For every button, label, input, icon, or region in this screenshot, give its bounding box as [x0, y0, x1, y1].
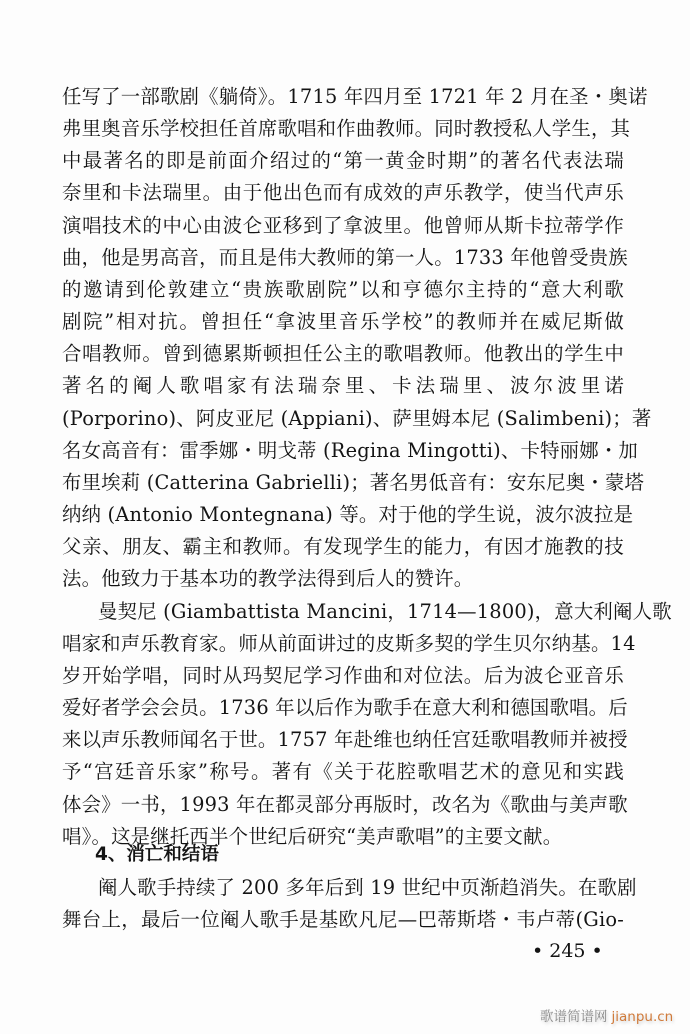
text-line: 奈里和卡法瑞里。由于他出色而有成效的声乐教学，使当代声乐 [62, 181, 624, 204]
text-line: 布里埃莉 (Catterina Gabrielli)；著名男低音有：安东尼奥・蒙塔 [62, 471, 645, 494]
text-line: 岁开始学唱，同时从玛契尼学习作曲和对位法。后为波仑亚音乐 [62, 664, 624, 687]
watermark-url: jianpu.cn [611, 1009, 674, 1025]
watermark-site-name: 歌谱简谱网 [540, 1009, 608, 1025]
text-line: 来以声乐教师闻名于世。1757 年赴维也纳任宫廷歌唱教师并被授 [62, 728, 628, 751]
text-line: 纳纳 (Antonio Montegnana) 等。对于他的学生说，波尔波拉是 [62, 503, 634, 526]
text-line: 舞台上，最后一位阉人歌手是基欧凡尼—巴蒂斯塔・韦卢蒂(Gio- [62, 908, 624, 931]
text-line: 予“宫廷音乐家”称号。著有《关于花腔歌唱艺术的意见和实践 [62, 760, 624, 783]
text-line: 演唱技术的中心由波仑亚移到了拿波里。他曾师从斯卡拉蒂学作 [62, 214, 624, 237]
text-line: 著名的阉人歌唱家有法瑞奈里、卡法瑞里、波尔波里诺 [62, 374, 624, 397]
text-line: 爱好者学会会员。1736 年以后作为歌手在意大利和德国歌唱。后 [62, 696, 628, 719]
page-number: • 245 • [532, 940, 603, 962]
text-line: (Porporino)、阿皮亚尼 (Appiani)、萨里姆本尼 (Salimbeni)；著 [62, 407, 652, 430]
site-watermark [540, 1007, 673, 1027]
text-line: 名女高音有：雷季娜・明戈蒂 (Regina Mingotti)、卡特丽娜・加 [62, 439, 639, 462]
text-line: 的邀请到伦敦建立“贵族歌剧院”以和亨德尔主持的“意大利歌 [62, 278, 624, 301]
text-line: 合唱教师。曾到德累斯顿担任公主的歌唱教师。他教出的学生中 [62, 342, 624, 365]
text-line: 体会》一书，1993 年在都灵部分再版时，改名为《歌曲与美声歌 [62, 793, 628, 816]
text-line: 曲，他是男高音，而且是伟大教师的第一人。1733 年他曾受贵族 [62, 246, 628, 269]
text-line-paragraph-start: 阉人歌手持续了 200 多年后到 19 世纪中页渐趋消失。在歌剧 [98, 876, 637, 899]
text-line-paragraph-end: 法。他致力于基本功的教学法得到后人的赞许。 [62, 567, 474, 590]
text-line-paragraph-start: 曼契尼 (Giambattista Mancini，1714—1800)，意大利阉人歌 [98, 600, 672, 623]
text-line: 剧院”相对抗。曾担任“拿波里音乐学校”的教师并在威尼斯做 [62, 310, 624, 333]
text-line: 中最著名的即是前面介绍过的“第一黄金时期”的著名代表法瑞 [62, 149, 624, 172]
text-line-paragraph-end: 唱》。这是继托西半个世纪后研究“美声歌唱”的主要文献。 [62, 825, 563, 848]
text-line: 弗里奥音乐学校担任首席歌唱和作曲教师。同时教授私人学生，其 [62, 117, 631, 140]
text-line: 父亲、朋友、霸主和教师。有发现学生的能力，有因才施教的技 [62, 535, 624, 558]
text-line: 任写了一部歌剧《躺倚》。1715 年四月至 1721 年 2 月在圣・奥诺 [62, 85, 648, 108]
text-line: 唱家和声乐教育家。师从前面讲过的皮斯多契的学生贝尔纳基。14 [62, 632, 636, 655]
section-heading: 4、消亡和结语 [95, 844, 219, 865]
